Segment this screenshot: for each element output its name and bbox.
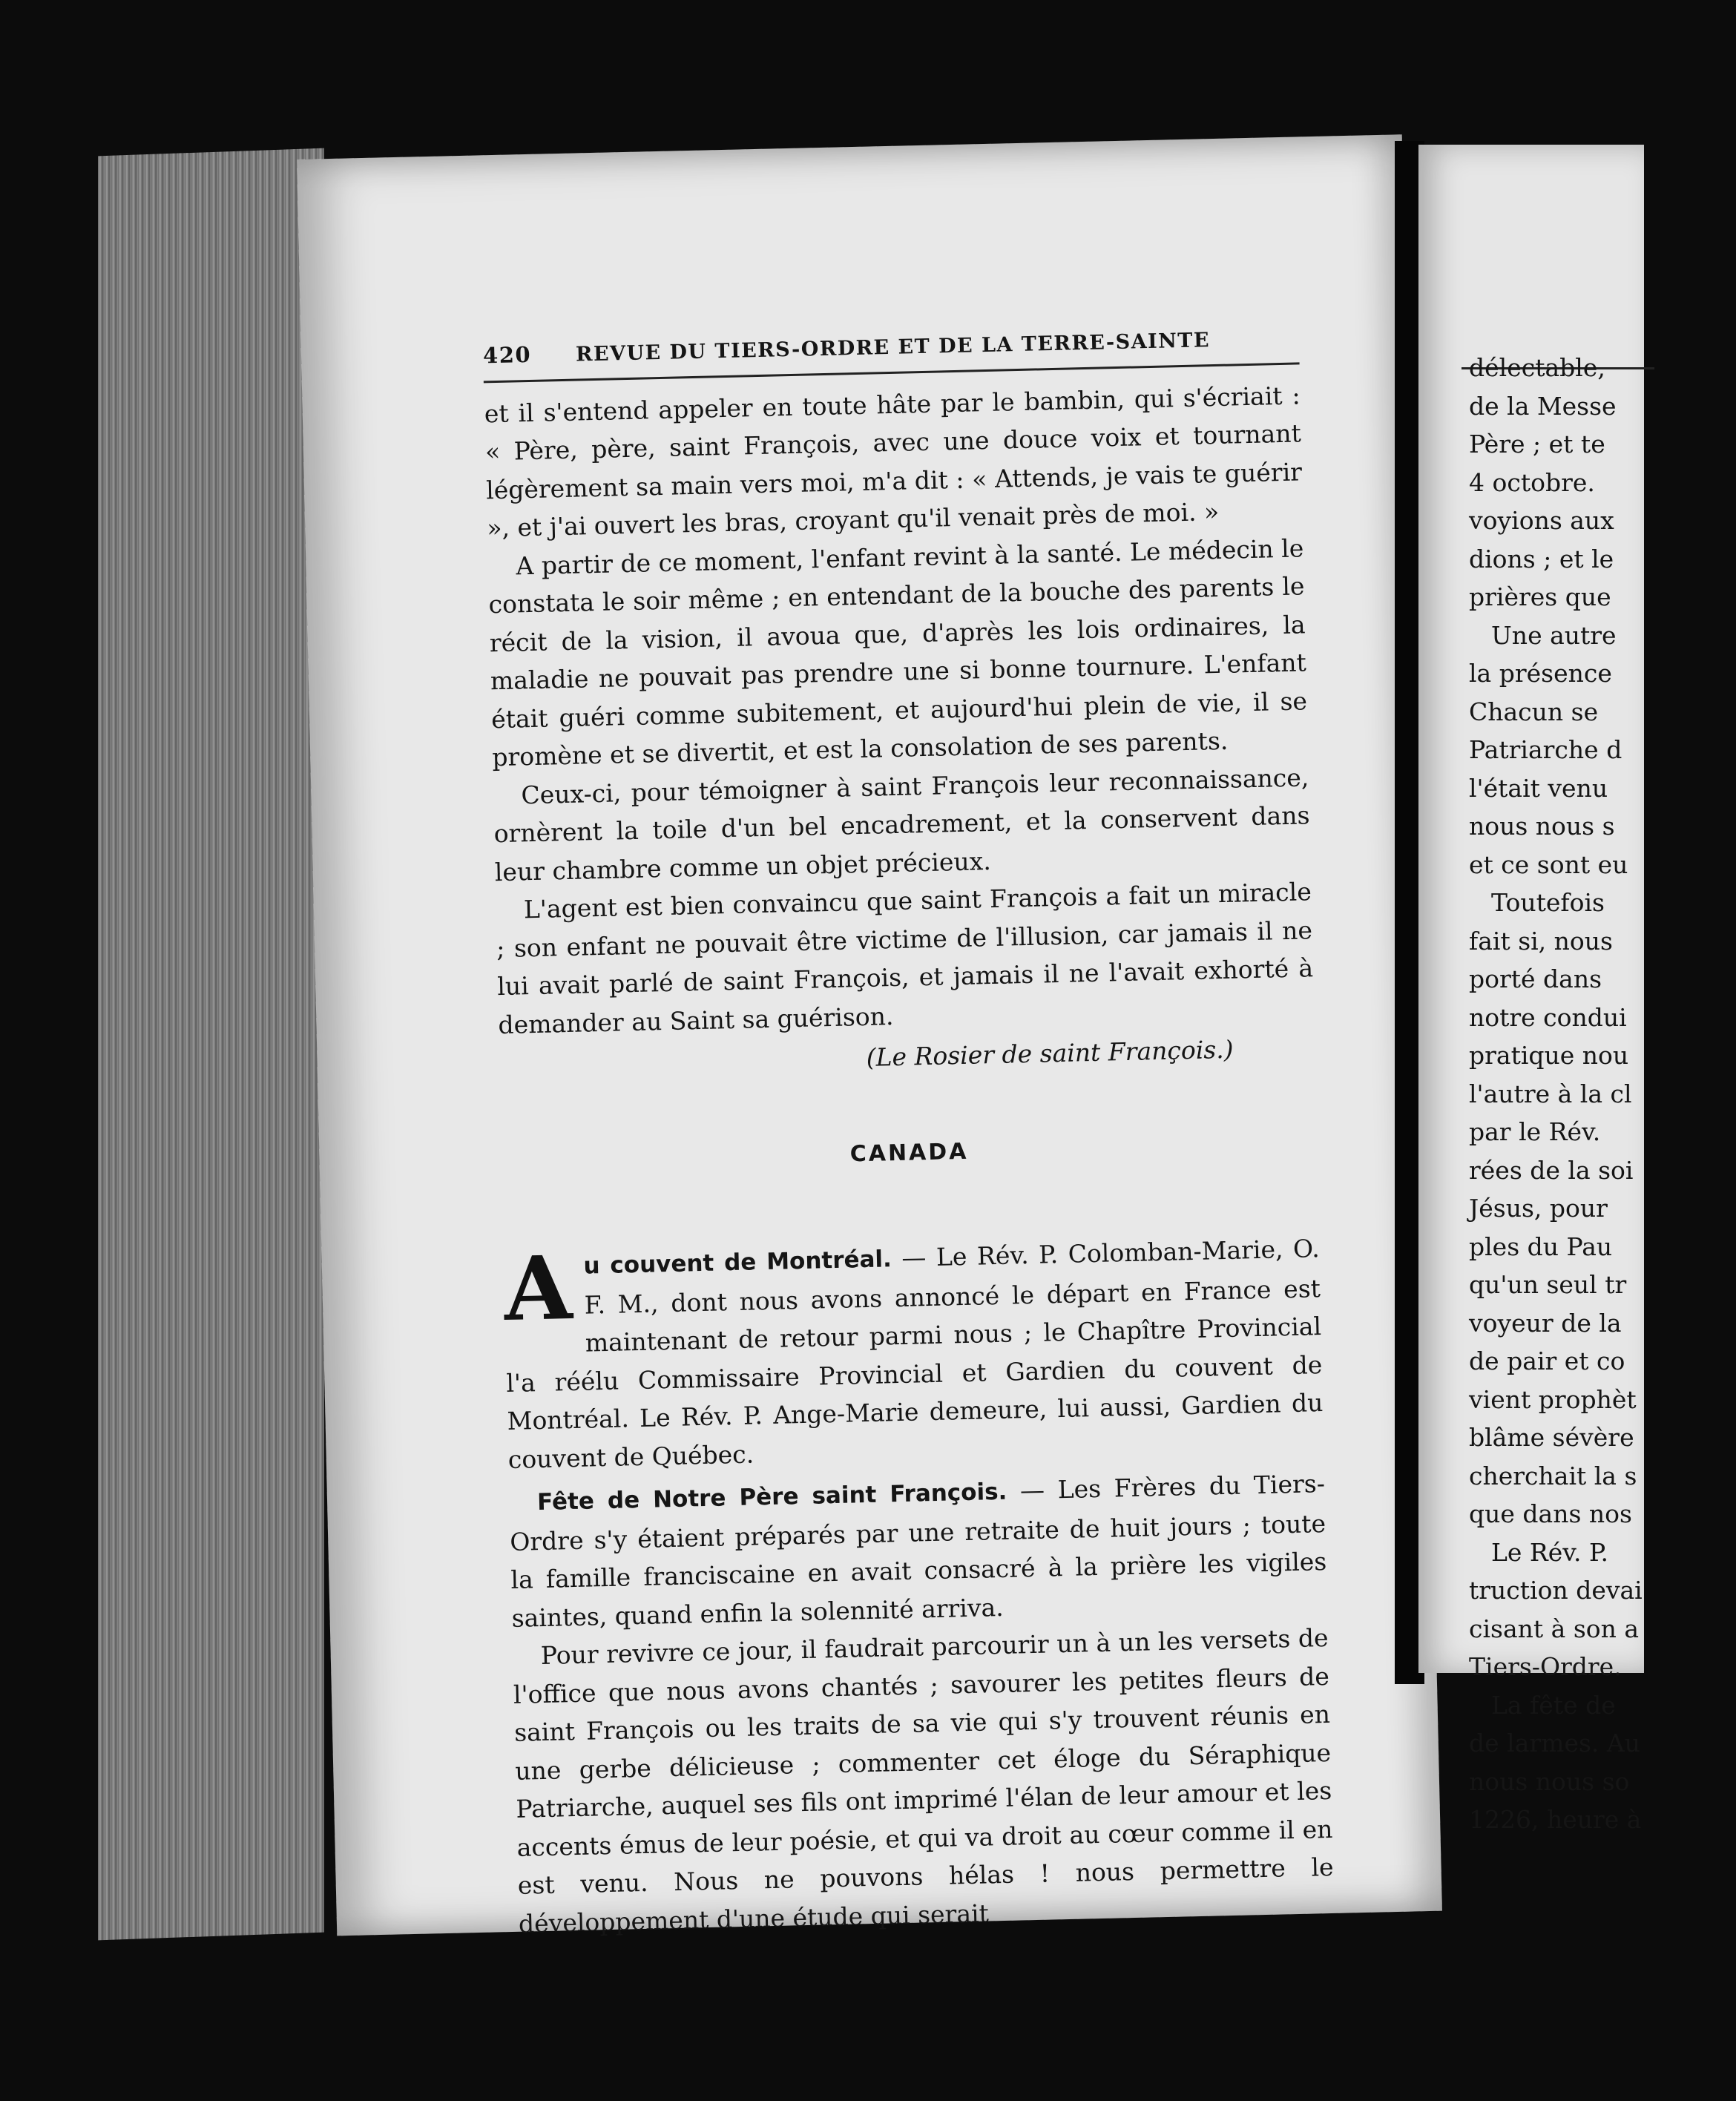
subsection-fete-title: Fête de Notre Père saint François. [536, 1478, 1007, 1516]
left-page-text [482, 318, 1335, 1942]
running-head [482, 318, 1299, 382]
right-page-line: de pair et co [1469, 1347, 1625, 1375]
subsection-montreal-title: u couvent de Montréal. [583, 1246, 892, 1280]
right-page-line: cisant à son a [1469, 1614, 1640, 1643]
subsection-fete-text: — Les Frères du Tiers-Ordre s'y étaient préparés par une retraite de huit jours ; toute la famille franciscaine en avait consacré à la prière les vigiles saintes, quand enfin la solennité arriva. [509, 1469, 1327, 1633]
right-page-line: Tiers-Ordre. [1469, 1652, 1622, 1681]
right-page-line: rées de la soi [1469, 1155, 1634, 1185]
right-page-line: Toutefois [1491, 888, 1605, 917]
right-page-line: Le Rév. P. [1491, 1537, 1609, 1567]
right-page [1418, 145, 1644, 1834]
right-page-line: 4 octobre. [1469, 467, 1595, 497]
source-citation: (Le Rosier de saint François.) [866, 1034, 1234, 1072]
right-page-line: La fête de [1491, 1690, 1616, 1720]
paragraph-4: L'agent est bien convaincu que saint François a fait un miracle ; son enfant ne pouvait être victime de l'illusion, car jamais il ne lui avait parlé de saint François, et jamais il ne l'avait exhorté à demander au Saint sa guérison. [496, 877, 1314, 1039]
right-page-line: par le Rév. [1469, 1117, 1601, 1146]
right-page-line: ples du Pau [1469, 1232, 1613, 1261]
running-head-title: REVUE DU TIERS-ORDRE ET DE LA TERRE-SAINTE [575, 329, 1211, 366]
paragraph-5: Pour revivre ce jour, il faudrait parcourir un à un les versets de l'office que nous avons chantés ; savourer les petites fleurs de saint François ou les traits de sa vie qui s'y trouvent réunis en une gerbe délicieuse ; commenter cet éloge du Séraphique Patriarche, auquel ses fils ont imprimé l'élan de leur amour et les accents émus de leur poésie, et qui va droit au cœur comme il en est venu. Nous ne pouvons hélas ! nous permettre le développement d'une étude qui serait [513, 1622, 1335, 1939]
left-page [297, 134, 1442, 1939]
right-page-line: Chacun se [1469, 697, 1599, 726]
right-page-line: prières que [1469, 582, 1611, 611]
paragraph-3: Ceux-ci, pour témoigner à saint François leur reconnaissance, ornèrent la toile d'un bel encadrement, et la conservent dans leur chambre comme un objet précieux. [493, 762, 1310, 887]
right-page-line: l'était venu [1469, 773, 1608, 803]
section-title: CANADA [849, 1138, 969, 1167]
right-page-line: l'autre à la cl [1469, 1079, 1632, 1108]
page-number: 420 [482, 341, 532, 369]
subsection-montreal [503, 1229, 1324, 1479]
right-page-line: notre condui [1469, 1002, 1627, 1032]
right-page-line: voyions aux [1469, 506, 1614, 535]
right-page-line: truction devai [1469, 1576, 1643, 1605]
right-page-line: et ce sont eu [1469, 849, 1628, 879]
subsection-fete [509, 1464, 1328, 1637]
right-page-line: cherchait la s [1469, 1461, 1637, 1490]
right-page-line: blâme sévère [1469, 1423, 1634, 1452]
right-page-text [1469, 349, 1736, 1839]
right-page-line: qu'un seul tr [1469, 1270, 1627, 1299]
right-page-line: pratique nou [1469, 1041, 1629, 1070]
right-page-line: la présence [1469, 659, 1612, 688]
paragraph-1: et il s'entend appeler en toute hâte par le bambin, qui s'écriait : « Père, père, saint François, avec une douce voix et tournant légèrement sa main vers moi, m'a dit : « Attends, je vais te guérir », et j'ai ouvert les bras, croyant qu'il venait près de moi. » [484, 380, 1303, 543]
right-page-line: Patriarche d [1469, 735, 1622, 764]
right-page-line: fait si, nous [1469, 926, 1613, 956]
right-page-line: de la Messe [1469, 391, 1617, 421]
right-page-line: voyeur de la [1469, 1308, 1622, 1338]
right-page-line: nous nous so [1469, 1766, 1630, 1796]
right-page-line: Jésus, pour [1469, 1194, 1608, 1223]
book-page-edges [98, 148, 324, 1941]
paragraph-2: A partir de ce moment, l'enfant revint à la santé. Le médecin le constata le soir même ; en entendant de la bouche des parents le récit de la vision, il avoua que, d'après les lois ordinaires, la maladie ne pouvait pas prendre une si bonne tournure. L'enfant était guéri comme subitement, et aujourd'hui plein de vie, il se promène et se divertit, et est la consolation de ses parents. [488, 533, 1308, 772]
right-page-line: que dans nos [1469, 1499, 1632, 1528]
drop-cap: A [503, 1235, 573, 1341]
right-page-line: porté dans [1469, 964, 1602, 993]
right-page-line: 1226, heure à [1469, 1805, 1642, 1834]
right-page-line: Une autre [1491, 620, 1617, 650]
right-page-line: nous nous s [1469, 812, 1615, 841]
right-page-line: dions ; et le [1469, 544, 1614, 573]
right-page-line: Père ; et te [1469, 430, 1605, 458]
right-page-line: délectable, [1469, 353, 1605, 382]
right-page-line: vient prophèt [1469, 1384, 1637, 1414]
right-page-line: de larmes. Au [1469, 1729, 1640, 1758]
subsection-montreal-text: — Le Rév. P. Colomban-Marie, O. F. M., dont nous avons annoncé le départ en France est maintenant de retour parmi nous ; le Chapître Provincial l'a réélu Commissaire Provincial et Gardien du couvent de Montréal. Le Rév. P. Ange-Marie demeure, lui aussi, Gardien du couvent de Québec. [506, 1234, 1324, 1474]
